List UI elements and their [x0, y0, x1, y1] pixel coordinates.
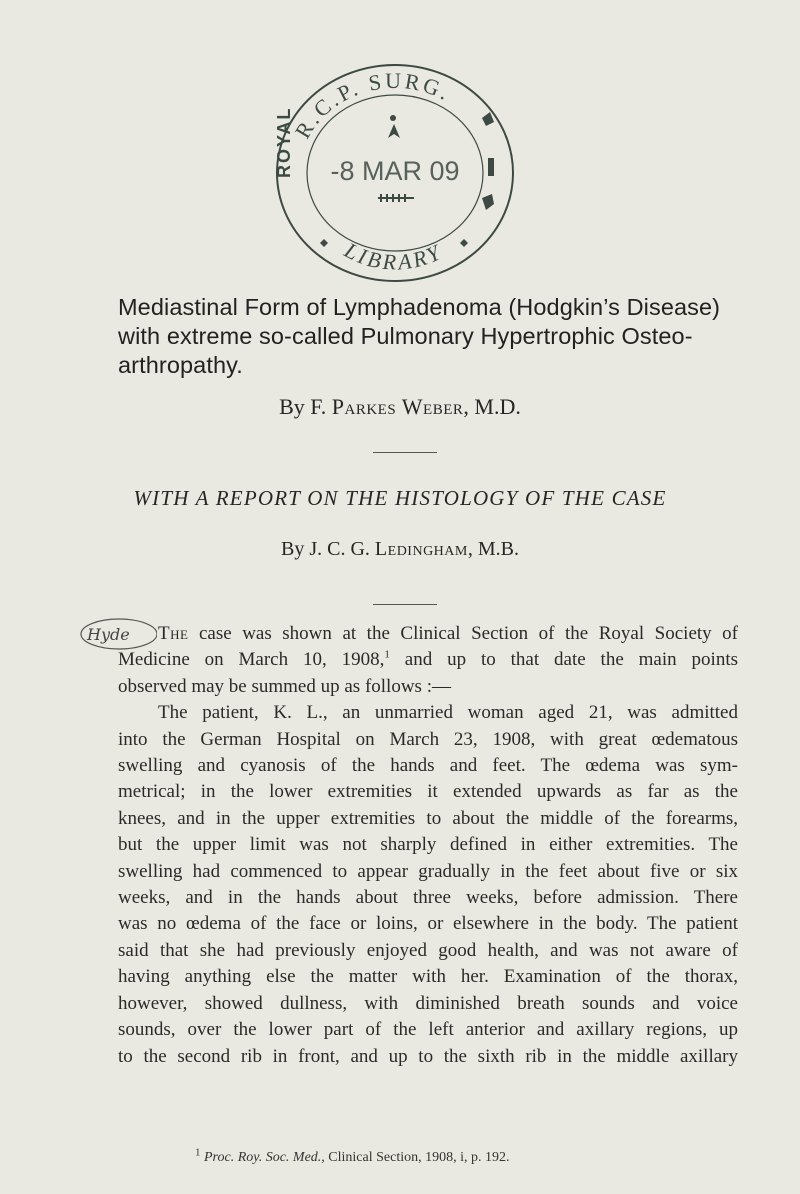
coauthor-byline — [0, 538, 800, 561]
coauthor-degree: , M.B. — [467, 538, 519, 560]
body-line — [118, 621, 738, 647]
stamp-top-text: R.C.P. SURG. — [289, 67, 457, 143]
divider — [373, 452, 437, 453]
body-line: into the German Hospital on March 23, 1908, with great œdematous — [118, 728, 738, 750]
body-line: however, showed dullness, with diminished breath sounds and voice — [118, 992, 738, 1014]
body-line-text: and up to that date the main points — [389, 649, 738, 671]
title-line: with extreme so-called Pulmonary Hypertrophic Osteo- — [118, 323, 693, 349]
article-body — [118, 621, 738, 1070]
stamp-side-text: ROYAL — [274, 106, 294, 178]
author-name: Parkes Weber — [331, 394, 464, 419]
body-line — [118, 647, 738, 673]
body-line: sounds, over the lower part of the left anterior and axillary regions, up — [118, 1019, 738, 1041]
body-line: knees, and in the upper extremities to about the middle of the forearms, — [118, 807, 738, 829]
body-line-text: Medicine on March 10, 1908, — [118, 649, 385, 671]
author-degree: , M.D. — [463, 394, 521, 419]
title-line: Mediastinal Form of Lymphadenoma (Hodgkin’s Disease) — [118, 294, 721, 320]
stamp-bottom-text: LIBRARY — [340, 237, 447, 275]
footnote-ref: 1 — [384, 649, 390, 662]
footnote — [195, 1146, 510, 1166]
drop-word: The — [158, 623, 189, 644]
stamp-date: -8 MAR 09 — [330, 156, 460, 186]
report-subtitle: WITH A REPORT ON THE HISTOLOGY OF THE CASE — [133, 486, 667, 510]
body-line: but the upper limit was not sharply defined in either extremities. The — [118, 834, 738, 856]
body-line: to the second rib in front, and up to the sixth rib in the middle axillary — [118, 1045, 738, 1067]
svg-text:LIBRARY — [340, 237, 447, 275]
body-line: was no œdema of the face or loins, or elsewhere in the body. The patient — [118, 913, 738, 935]
body-line: swelling had commenced to appear gradually in the feet about five or six — [118, 860, 738, 882]
body-line-text: case was shown at the Clinical Section of the Royal Society of — [198, 623, 739, 644]
coauthor-name: Ledingham — [374, 538, 468, 560]
handwriting-text: Hyde — [87, 625, 130, 644]
footnote-mark: 1 — [195, 1146, 201, 1159]
author-byline — [0, 394, 800, 420]
title-line: arthropathy. — [118, 352, 243, 378]
body-line: observed may be summed up as follows :— — [118, 675, 451, 697]
library-stamp — [250, 48, 540, 293]
body-line: The patient, K. L., an unmarried woman aged 21, was admitted — [158, 702, 738, 724]
divider — [373, 604, 437, 605]
body-line: metrical; in the lower extremities it extended upwards as far as the — [118, 781, 738, 803]
svg-text:R.C.P. SURG. — [290, 68, 456, 143]
coauthor-by: By J. C. G. — [281, 538, 370, 560]
article-title — [118, 293, 738, 380]
author-by: By F. — [279, 394, 327, 419]
body-line: having anything else the matter with her. Examination of the thorax, — [118, 966, 738, 988]
body-line: said that she had previously enjoyed good health, and was not aware of — [118, 939, 738, 961]
body-line: weeks, and in the hands about three weeks, before admission. There — [118, 887, 738, 909]
footnote-citation: , Clinical Section, 1908, i, p. 192. — [321, 1150, 510, 1165]
footnote-journal: Proc. Roy. Soc. Med. — [204, 1150, 322, 1165]
body-line: swelling and cyanosis of the hands and feet. The œdema was sym- — [118, 755, 738, 777]
